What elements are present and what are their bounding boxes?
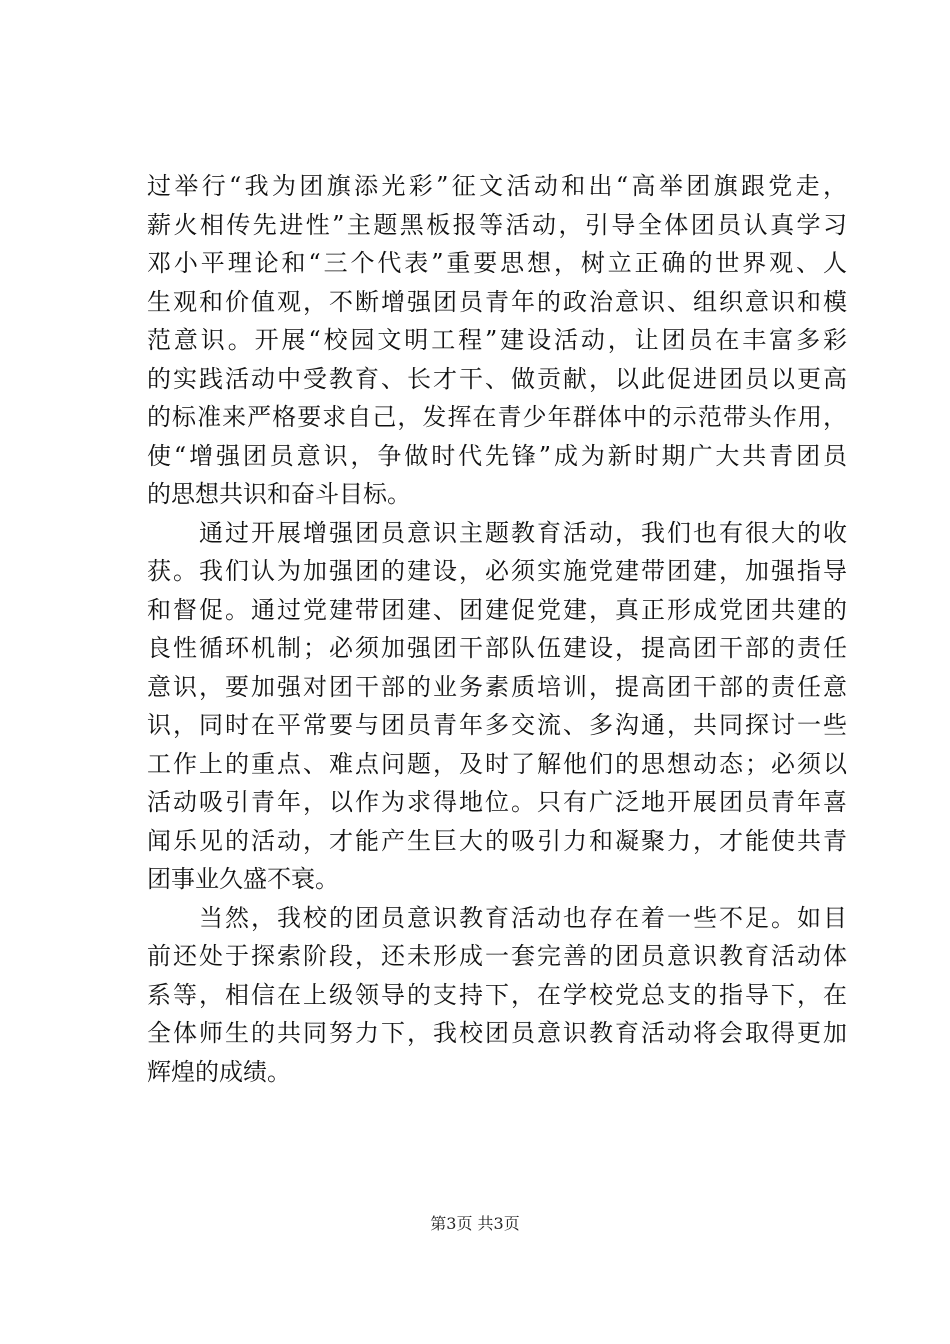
paragraph-1 [147, 167, 847, 514]
text-line: 良性循环机制；必须加强团干部队伍建设，提高团干部的责任 [147, 634, 847, 662]
text-line: 辉煌的成绩。 [147, 1057, 291, 1086]
text-line: 系等，相信在上级领导的支持下，在学校党总支的指导下，在 [147, 980, 847, 1009]
text-line: 的标准来严格要求自己，发挥在青少年群体中的示范带头作用， [147, 403, 847, 431]
text-line: 获。我们认为加强团的建设，必须实施党建带团建，加强指导 [147, 557, 847, 585]
text-line: 范意识。开展“校园文明工程”建设活动，让团员在丰富多彩 [147, 326, 847, 354]
text-line: 前还处于探索阶段，还未形成一套完善的团员意识教育活动体 [147, 942, 847, 970]
text-line: 通过开展增强团员意识主题教育活动，我们也有很大的收 [147, 518, 847, 547]
text-line: 邓小平理论和“三个代表”重要思想，树立正确的世界观、人 [147, 249, 847, 277]
text-line: 全体师生的共同努力下，我校团员意识教育活动将会取得更加 [147, 1019, 847, 1047]
document-body [147, 167, 847, 1091]
text-line: 团事业久盛不衰。 [147, 865, 339, 893]
text-line: 闻乐见的活动，才能产生巨大的吸引力和凝聚力，才能使共青 [147, 826, 847, 855]
text-line: 使“增强团员意识，争做时代先锋”成为新时期广大共青团员 [147, 441, 847, 470]
paragraph-2 [147, 514, 847, 899]
text-line: 薪火相传先进性”主题黑板报等活动，引导全体团员认真学习 [147, 210, 847, 239]
text-line: 和督促。通过党建带团建、团建促党建，真正形成党团共建的 [147, 595, 847, 624]
text-line: 的实践活动中受教育、长才干、做贡献，以此促进团员以更高 [147, 364, 847, 393]
page-number-label: 第3页 共3页 [430, 1214, 520, 1233]
text-line: 活动吸引青年，以作为求得地位。只有广泛地开展团员青年喜 [147, 788, 847, 816]
text-line: 工作上的重点、难点问题，及时了解他们的思想动态；必须以 [147, 749, 847, 778]
text-line: 当然，我校的团员意识教育活动也存在着一些不足。如目 [147, 903, 847, 932]
text-line: 意识，要加强对团干部的业务素质培训，提高团干部的责任意 [147, 672, 847, 701]
page-footer [0, 1214, 950, 1234]
text-line: 的思想共识和奋斗目标。 [147, 480, 411, 508]
text-line: 识，同时在平常要与团员青年多交流、多沟通，共同探讨一些 [147, 711, 847, 739]
paragraph-3 [147, 899, 847, 1092]
text-line: 生观和价值观，不断增强团员青年的政治意识、组织意识和模 [147, 287, 847, 316]
text-line: 过举行“我为团旗添光彩”征文活动和出“高举团旗跟党走， [147, 172, 847, 200]
